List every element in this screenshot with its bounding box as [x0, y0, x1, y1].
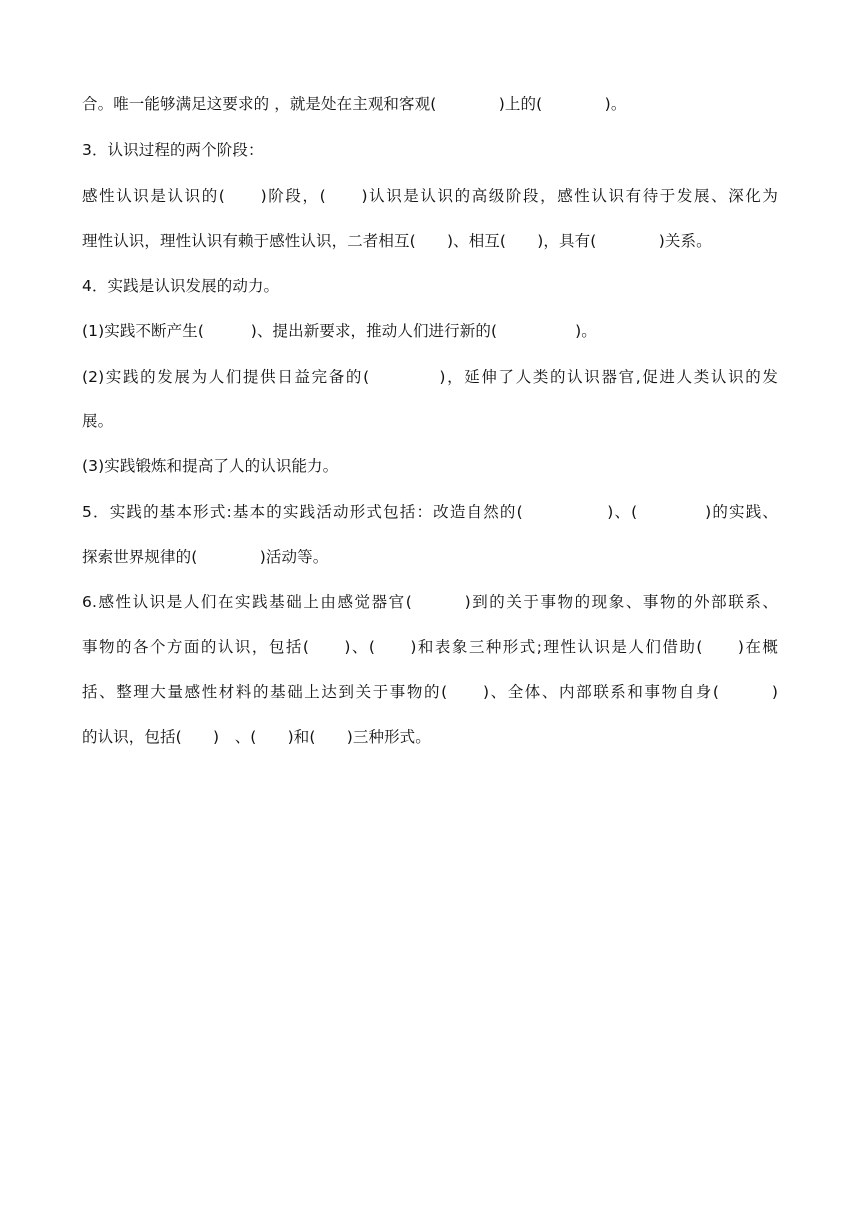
- section-heading-5: 5．实践的基本形式:基本的实践活动形式包括：改造自然的( )、( )的实践、: [82, 503, 778, 521]
- text-line-3: 感性认识是认识的( )阶段，( )认识是认识的高级阶段，感性认识有待于发展、深化为: [82, 187, 778, 205]
- section-heading-3: 3．认识过程的两个阶段：: [82, 141, 264, 159]
- text-line-7: (2)实践的发展为人们提供日益完备的( )，延伸了人类的认识器官,促进人类认识的发: [82, 368, 778, 386]
- text-line-14: 括、整理大量感性材料的基础上达到关于事物的( )、全体、内部联系和事物自身( ): [82, 683, 778, 701]
- text-line-9: (3)实践锻炼和提高了人的认识能力。: [82, 457, 339, 475]
- text-line-8: 展。: [82, 412, 114, 430]
- section-heading-4: 4．实践是认识发展的动力。: [82, 277, 280, 295]
- text-line-6: (1)实践不断产生( )、提出新要求，推动人们进行新的( )。: [82, 322, 597, 340]
- text-line-11: 探索世界规律的( )活动等。: [82, 548, 329, 566]
- text-line-4: 理性认识，理性认识有赖于感性认识，二者相互( )、相互( )，具有( )关系。: [82, 232, 712, 250]
- text-line-1: 合。唯一能够满足这要求的 ，就是处在主观和客观( )上的( )。: [82, 95, 627, 113]
- text-line-15: 的认识，包括( ) 、( )和( )三种形式。: [82, 728, 431, 746]
- section-heading-6: 6.感性认识是人们在实践基础上由感觉器官( )到的关于事物的现象、事物的外部联系、: [82, 593, 778, 611]
- text-line-13: 事物的各个方面的认识，包括( )、( )和表象三种形式;理性认识是人们借助( )在概: [82, 638, 778, 656]
